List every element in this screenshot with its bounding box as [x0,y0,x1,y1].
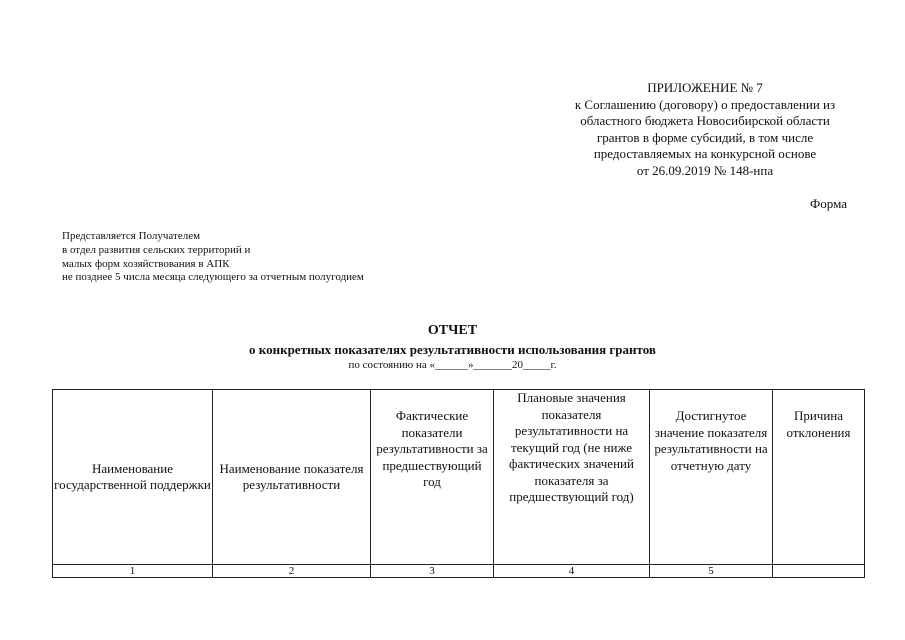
appendix-line: к Соглашению (договору) о предоставлении из [574,96,836,112]
header-deviation-reason: Причина отклонения [773,390,865,565]
appendix-line: предоставляемых на конкурсной основе [593,146,817,161]
appendix-date: от 26.09.2019 № 148-нпа [636,162,774,178]
appendix-line: областного бюджета Новосибирской области [580,113,830,128]
table-header-row [53,390,865,565]
column-number: 3 [371,565,494,578]
indicators-table [52,389,865,578]
column-number [773,565,865,578]
column-number: 2 [213,565,371,578]
column-number: 5 [650,565,773,578]
header-support-name: Наименование государственной поддержки [53,390,213,565]
appendix-title: ПРИЛОЖЕНИЕ № 7 [647,80,763,95]
column-number: 1 [53,565,213,578]
report-subtitle: о конкретных показателях результативности использования грантов [249,342,656,357]
table-number-row [53,565,865,578]
appendix-line: грантов в форме субсидий, в том числе [596,129,814,145]
header-achieved-value: Достигнутое значение показателя результативности на отчетную дату [650,390,773,565]
submission-line: не позднее 5 числа месяца следующего за отчетным полугодием [62,271,364,284]
submission-line: малых форм хозяйствования в АПК [62,257,230,270]
submission-note [62,230,364,285]
report-title: ОТЧЕТ [427,323,478,338]
appendix-block [540,80,870,179]
column-number: 4 [494,565,650,578]
header-planned-current-year: Плановые значения показателя результативности на текущий год (не ниже фактических значений показателя за предшествующий год) [494,390,650,565]
report-as-of-date: по состоянию на «______»_______20_____г. [348,359,557,371]
header-actual-previous-year: Фактические показатели результативности за предшествующий год [371,390,494,565]
submission-line: в отдел развития сельских территорий и [62,243,251,256]
header-indicator-name: Наименование показателя результативности [213,390,371,565]
form-label: Форма [810,196,847,211]
submission-line: Представляется Получателем [62,230,201,242]
